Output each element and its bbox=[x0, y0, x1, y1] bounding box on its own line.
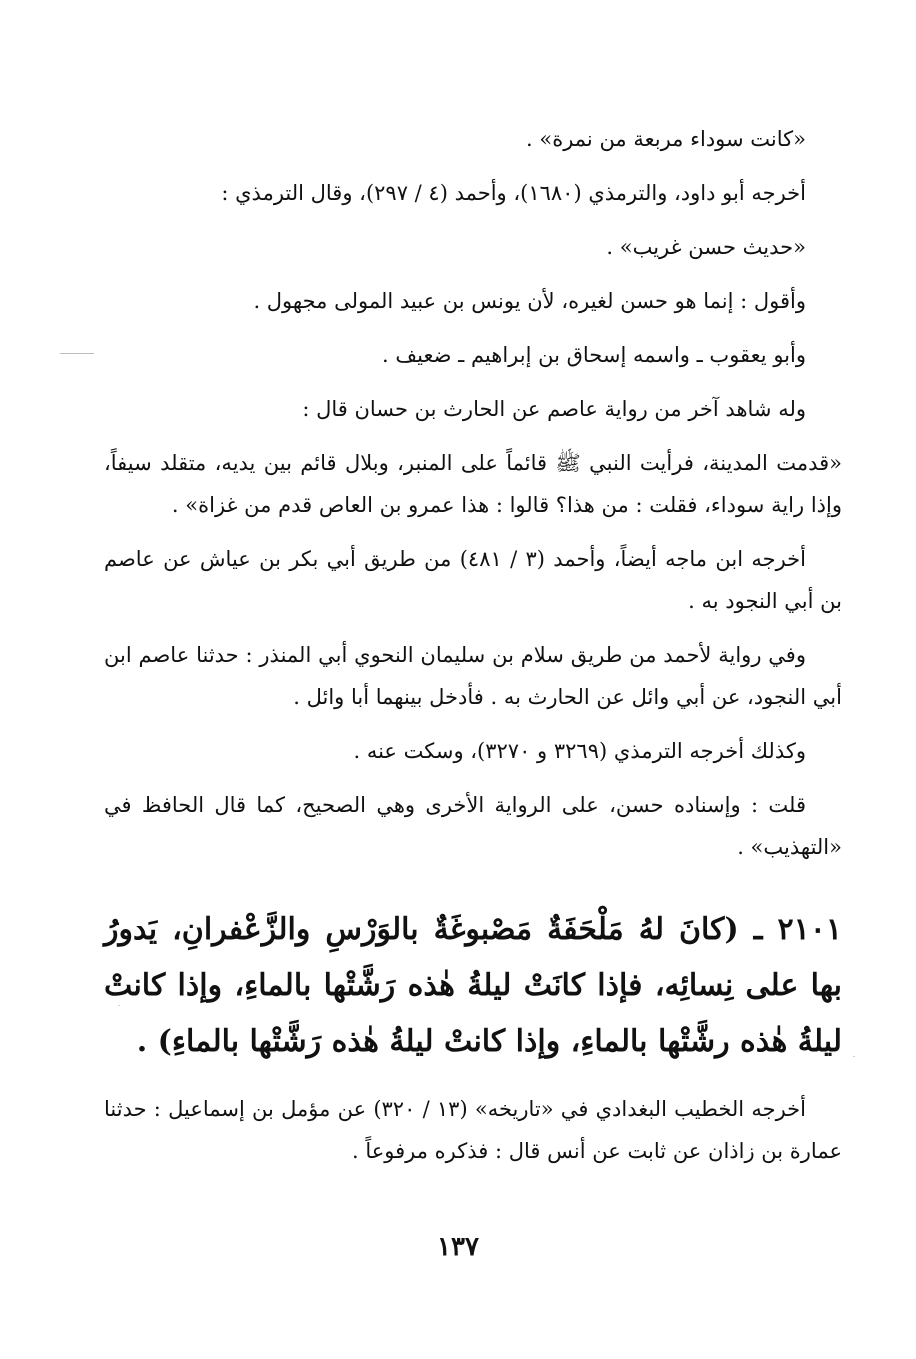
paragraph: أخرجه أبو داود، والترمذي (١٦٨٠)، وأحمد (٤ / ٢٩٧)، وقال الترمذي : bbox=[221, 181, 806, 205]
paragraph: قلت : وإسناده حسن، على الرواية الأخرى وهي الصحيح، كما قال الحافظ في «التهذيب» . bbox=[104, 793, 842, 859]
paragraph: وأبو يعقوب ـ واسمه إسحاق بن إبراهيم ـ ضعيف . bbox=[382, 343, 806, 367]
hadith-heading: ٢١٠١ ـ (كانَ لهُ مَلْحَفَةٌ مَصْبوغَةٌ بالوَرْسِ والزَّعْفرانِ، يَدورُ بها على نِسائِه، فإذا كانَتْ ليلةُ هٰذه رَشَّتْها بالماءِ، وإذا كانتْ ليلةُ هٰذه رشَّتْها بالماءِ، وإذا كانتْ ليلةُ هٰذه رَشَّتْها بالماءِ) . bbox=[104, 912, 842, 1059]
page-number: ١٣٧ bbox=[437, 1232, 479, 1262]
margin-mark bbox=[60, 353, 94, 354]
footnote-paragraph: أخرجه الخطيب البغدادي في «تاريخه» (١٣ / ٣٢٠) عن مؤمل بن إسماعيل : حدثنا عمارة بن زاذان عن ثابت عن أنس قال : فذكره مرفوعاً . bbox=[104, 1097, 842, 1163]
paragraph: «كانت سوداء مربعة من نمرة» . bbox=[526, 127, 806, 151]
paragraph: وكذلك أخرجه الترمذي (٣٢٦٩ و ٣٢٧٠)، وسكت عنه . bbox=[353, 739, 806, 763]
paragraph: وفي رواية لأحمد من طريق سلام بن سليمان النحوي أبي المنذر : حدثنا عاصم ابن أبي النجود، عن أبي وائل عن الحارث به . فأدخل بينهما أبا وائل . bbox=[104, 643, 842, 709]
page-text bbox=[104, 118, 842, 1172]
paragraph: وأقول : إنما هو حسن لغيره، لأن يونس بن عبيد المولى مجهول . bbox=[253, 289, 806, 313]
paragraph: أخرجه ابن ماجه أيضاً، وأحمد (٣ / ٤٨١) من طريق أبي بكر بن عياش عن عاصم بن أبي النجود به . bbox=[104, 547, 842, 613]
paragraph: وله شاهد آخر من رواية عاصم عن الحارث بن حسان قال : bbox=[302, 397, 806, 421]
paragraph: «قدمت المدينة، فرأيت النبي ﷺ قائماً على المنبر، وبلال قائم بين يديه، متقلد سيفاً، وإذا راية سوداء، فقلت : من هذا؟ قالوا : هذا عمرو بن العاص قدم من غزاة» . bbox=[104, 451, 842, 517]
paragraph: «حديث حسن غريب» . bbox=[606, 235, 806, 259]
margin-speck bbox=[853, 1056, 855, 1057]
